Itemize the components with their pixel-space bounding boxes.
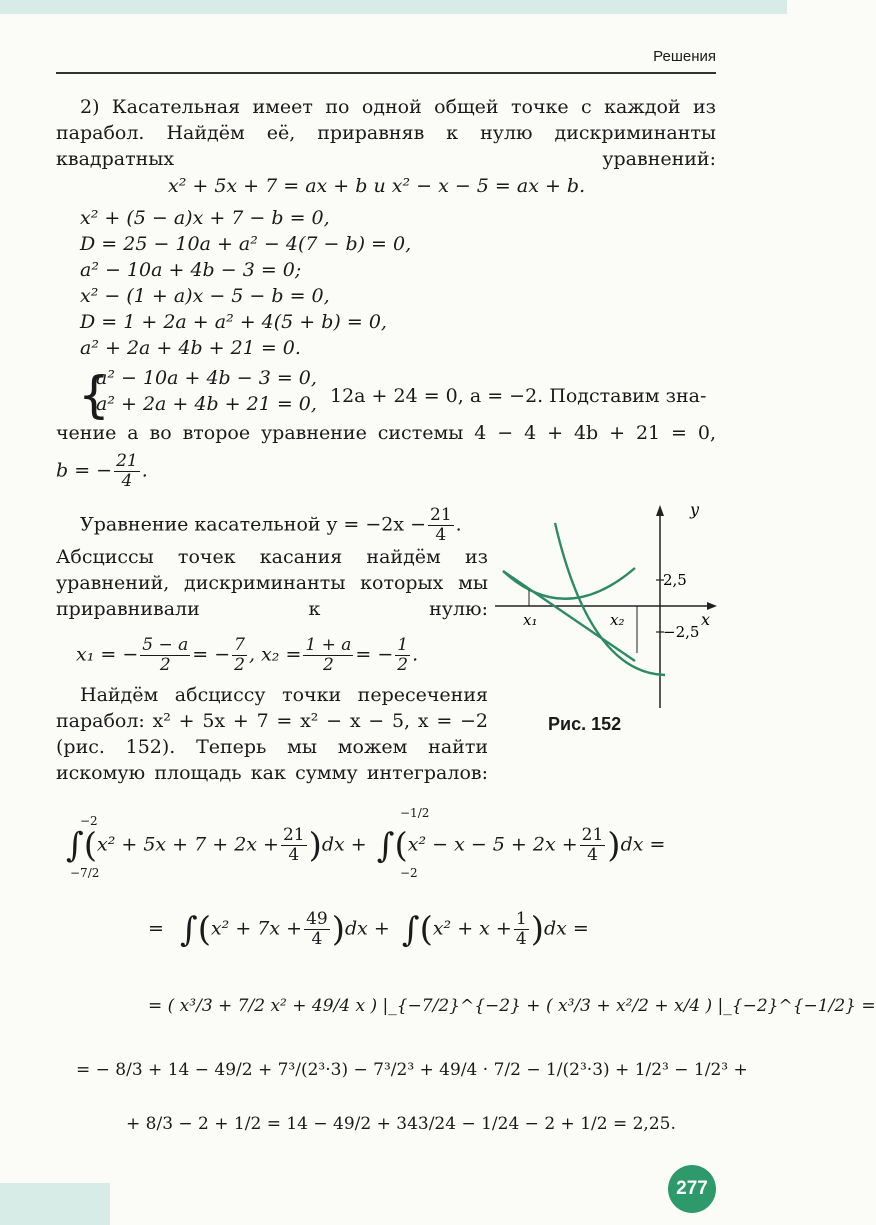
integral-line-2: = ∫(x² + 7x + $\frac{49}{4}$ )dx + ∫(x² + x + $\frac{1}{4}$ )dx =	[148, 909, 589, 950]
top-color-band	[0, 0, 787, 14]
abscissa-paragraph: Абсциссы точек касания найдём из уравнений, дискриминанты которых мы приравнивали к нулю:	[56, 546, 488, 620]
figure-152-graph	[495, 500, 717, 710]
equation-line-5: D = 1 + 2a + a² + 4(5 + b) = 0,	[80, 311, 387, 333]
header-rule	[56, 72, 716, 74]
page-number: 277	[668, 1165, 716, 1213]
integral-line-3: = ( x³/3 + 7/2 x² + 49/4 x ) |_{−7/2}^{−2} + ( x³/3 + x²/2 + x/4 ) |_{−2}^{−1/2} =	[148, 996, 876, 1016]
tick-label-neg: −2,5	[663, 623, 700, 641]
equation-line-1: x² + (5 − a)x + 7 − b = 0,	[80, 207, 330, 229]
b-value: b = − $\frac{21}{4}$ .	[56, 451, 148, 491]
system-eq-2: a² + 2a + 4b + 21 = 0,	[96, 393, 317, 415]
y-label: y	[690, 500, 700, 519]
main-equation: x² + 5x + 7 = ax + b и x² − x − 5 = ax + b.	[168, 175, 586, 197]
y-axis-arrow	[656, 505, 664, 516]
page-header	[56, 48, 716, 74]
l1-lower-2: −2	[400, 866, 418, 880]
equation-line-6: a² + 2a + 4b + 21 = 0.	[80, 337, 301, 359]
equation-line-4: x² − (1 + a)x − 5 − b = 0,	[80, 285, 330, 307]
figure-caption: Рис. 152	[548, 714, 622, 734]
x2-label: x₂	[610, 611, 625, 629]
tick-label-pos: 2,5	[663, 571, 687, 589]
integral-line-4: = − 8/3 + 14 − 49/2 + 7³/(2³·3) − 7³/2³ + 49/4 · 7/2 − 1/(2³·3) + 1/2³ − 1/2³ +	[76, 1060, 748, 1080]
x-label: x	[701, 610, 711, 629]
equation-line-2: D = 25 − 10a + a² − 4(7 − b) = 0,	[80, 233, 412, 255]
equation-line-3: a² − 10a + 4b − 3 = 0;	[80, 259, 302, 281]
integral-line-1: ∫(x² + 5x + 7 + 2x + $\frac{21}{4}$ )dx + ∫(x² − x − 5 + 2x + $\frac{21}{4}$ )dx =	[66, 825, 666, 866]
substitution-line: чение a во второе уравнение системы 4 − 4 + 4b + 21 = 0,	[56, 422, 716, 444]
system-eq-1: a² − 10a + 4b − 3 = 0,	[96, 367, 317, 389]
abscissa-formula: x₁ = − $\frac{5 - a}{2}$ = − $\frac{7}{2}$ , x₂ = $\frac{1 + a}{2}$ = − $\frac{1}{2}$ .	[76, 635, 419, 675]
intro-paragraph: 2) Касательная имеет по одной общей точке с каждой из парабол. Найдём её, приравняв к нулю дискриминанты квадратных уравнений:	[56, 96, 716, 170]
l1-lower-1: −7/2	[70, 866, 100, 880]
x-axis-arrow	[707, 602, 717, 610]
integral-line-5: + 8/3 − 2 + 1/2 = 14 − 49/2 + 343/24 − 1/24 − 2 + 1/2 = 2,25.	[126, 1114, 676, 1134]
x1-label: x₁	[523, 611, 538, 629]
bottom-color-band	[0, 1183, 110, 1225]
system-result: 12a + 24 = 0, a = −2. Подставим зна-	[330, 385, 707, 407]
l1-upper-2: −1/2	[400, 806, 430, 820]
l1-upper-1: −2	[80, 814, 98, 828]
system-brace: {	[78, 366, 110, 424]
tangent-equation: Уравнение касательной y = −2x − $\frac{21}{4}$ .	[80, 505, 462, 545]
section-label: Решения	[653, 48, 716, 65]
intersection-paragraph: Найдём абсциссу точки пересечения парабол: x² + 5x + 7 = x² − x − 5, x = −2 (рис. 152). Теперь мы можем найти искомую площадь как сумму интегралов:	[56, 684, 488, 784]
